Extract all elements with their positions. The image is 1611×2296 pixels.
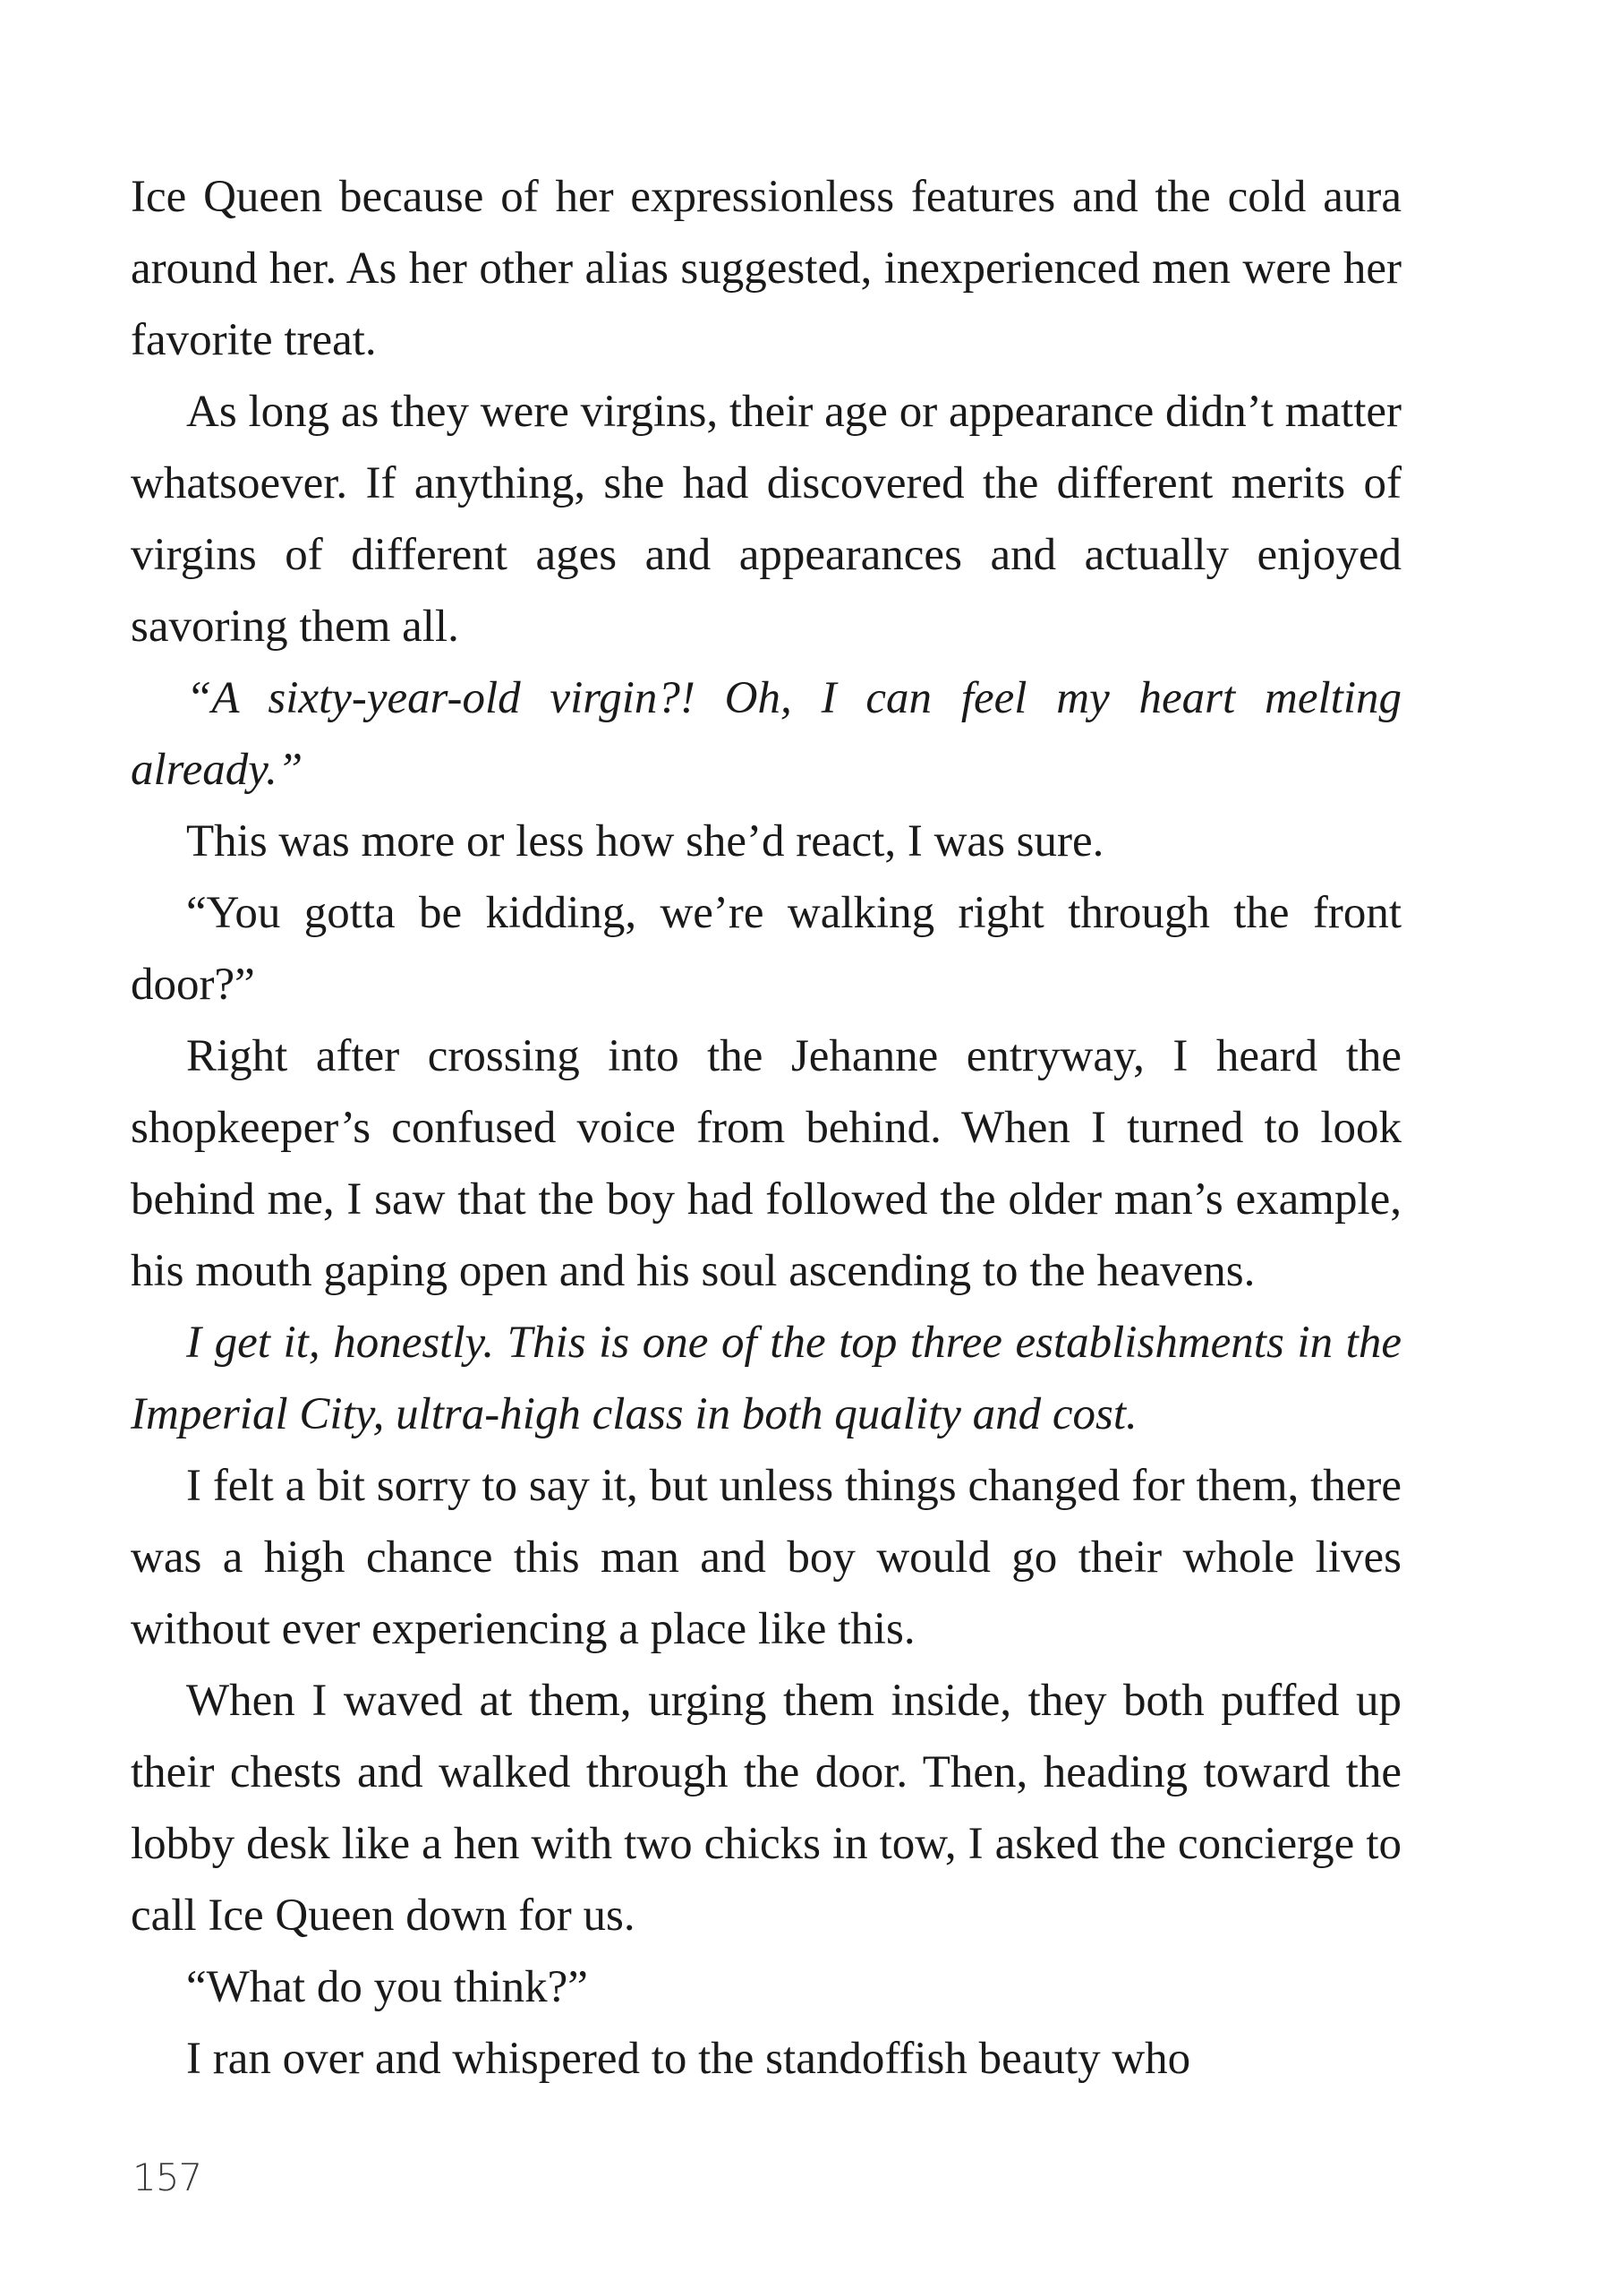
body-text (131, 161, 1402, 2095)
paragraph-10-dialogue: “What do you think?” (186, 1962, 588, 2012)
paragraph-1: Ice Queen because of her expressionless features and the cold aura around her. As her other alias suggested, inexperienced men were her favorite treat. (131, 172, 1402, 365)
page-number: 157 (132, 2155, 202, 2199)
paragraph-5-dialogue: “You gotta be kidding, we’re walking right through the front door?” (131, 888, 1402, 1010)
paragraph-6: Right after crossing into the Jehanne entryway, I heard the shopkeeper’s confused voice from behind. When I turned to look behind me, I saw that the boy had followed the older man’s example, his mouth gaping open and his soul ascending to the heavens. (131, 1031, 1402, 1296)
paragraph-9: When I waved at them, urging them inside, they both puffed up their chests and walked through the door. Then, heading toward the lobby desk like a hen with two chicks in tow, I asked the concierge to call Ice Queen down for us. (131, 1676, 1402, 1941)
paragraph-8: I felt a bit sorry to say it, but unless things changed for them, there was a high chance this man and boy would go their whole lives without ever experiencing a place like this. (131, 1461, 1402, 1654)
paragraph-2: As long as they were virgins, their age or appearance didn’t matter whatsoever. If anything, she had discovered the different merits of virgins of different ages and appearances and actually enjoyed savoring them all. (131, 387, 1402, 652)
paragraph-4: This was more or less how she’d react, I was sure. (186, 816, 1104, 866)
paragraph-11: I ran over and whispered to the standoffish beauty who (186, 2034, 1191, 2084)
paragraph-7-italic-thought: I get it, honestly. This is one of the top three establishments in the Imperial City, ultra-high class in both quality and cost. (131, 1318, 1402, 1439)
paragraph-3-italic-thought: “A sixty-year-old virgin?! Oh, I can feel my heart melting already.” (131, 673, 1402, 795)
